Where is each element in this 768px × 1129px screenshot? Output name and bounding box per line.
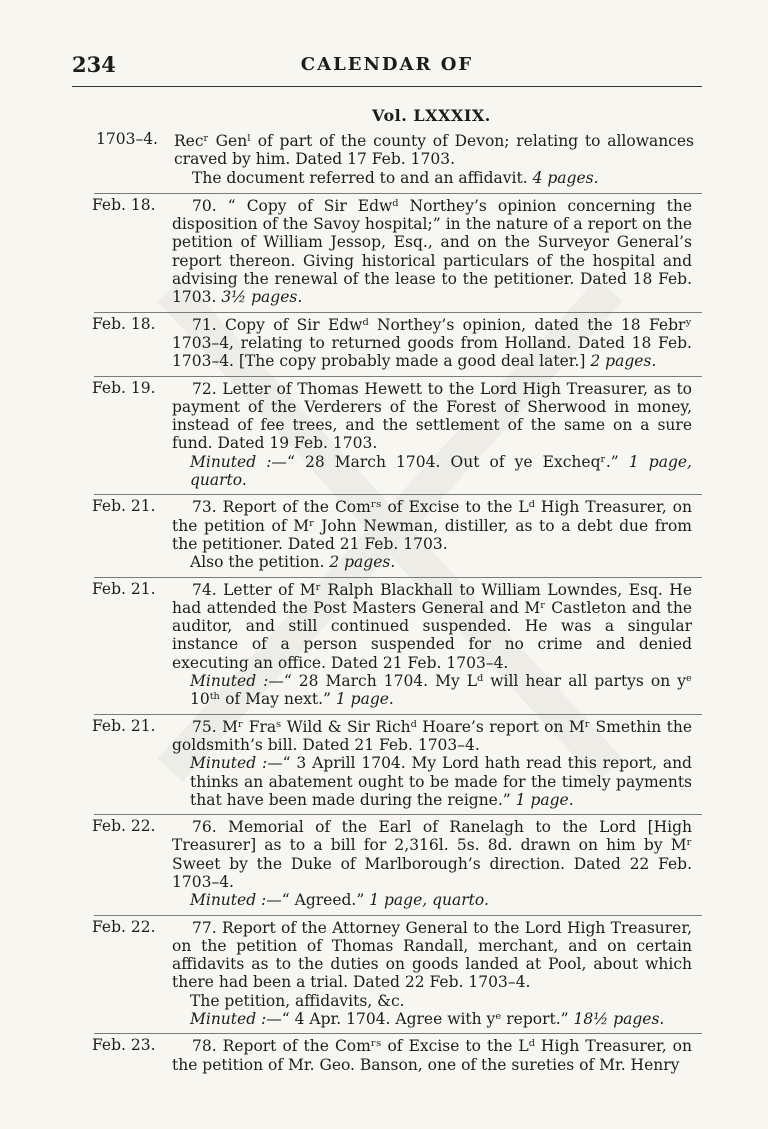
entry-body bbox=[172, 916, 692, 1029]
entry-text: 74. Letter of Mʳ Ralph Blackhall to William Lowndes, Esq. He had attended the Post Masters General and Mʳ Castleton and the auditor, and still continued suspended. He was a singular instance of a person suspended for no crime and denied executing an office. Dated 21 Feb. 1703–4. bbox=[172, 580, 692, 672]
entry-pages: 3½ pages. bbox=[221, 288, 303, 307]
entry-minute: Minuted :—“ Agreed.” 1 page, quarto. bbox=[190, 891, 489, 910]
entry-date: Feb. 18. bbox=[92, 195, 156, 214]
entry-enclosure: The petition, affidavits, &c. bbox=[190, 991, 405, 1010]
calendar-entry bbox=[94, 312, 702, 371]
entry-pages: 2 pages. bbox=[329, 553, 396, 572]
entry-body bbox=[172, 1034, 692, 1074]
entry-pages: 2 pages. bbox=[590, 352, 657, 371]
calendar-entry bbox=[94, 376, 702, 490]
entry-body bbox=[174, 132, 694, 187]
header-rule bbox=[72, 86, 702, 87]
entry-date: Feb. 18. bbox=[92, 314, 156, 333]
entry-text: 78. Report of the Comʳˢ of Excise to the Lᵈ High Treasurer, on the petition of Mr. Geo. Banson, one of the sureties of Mr. Henry bbox=[172, 1037, 692, 1074]
entry-pages: 1 page. bbox=[515, 790, 574, 809]
entry-date: Feb. 23. bbox=[92, 1036, 156, 1055]
entry-body bbox=[172, 194, 692, 307]
entry-enclosure: Also the petition. 2 pages. bbox=[190, 553, 396, 572]
entry-pages: 1 page, quarto. bbox=[369, 891, 489, 910]
entry-minute: Minuted :—“ 28 March 1704. My Lᵈ will hear all partys on yᵉ 10ᵗʰ of May next.” 1 page. bbox=[190, 672, 692, 709]
entry-body bbox=[172, 578, 692, 709]
entry-text: 70. “ Copy of Sir Edwᵈ Northey’s opinion concerning the disposition of the Savoy hospital;” in the nature of a report on the petition of William Jessop, Esq., and on the Surveyor General’s report thereon. Giving historical particulars of the hospital and advising the renewal of the lease to the petitioner. Dated 18 Feb. 1703. 3½ pages. bbox=[172, 196, 692, 307]
entry-enclosure: The document referred to and an affidavit. 4 pages. bbox=[192, 168, 599, 187]
entry-body bbox=[172, 313, 692, 371]
entry-pages: 1 page, quarto. bbox=[190, 452, 692, 490]
entry-date: Feb. 21. bbox=[92, 497, 156, 516]
entry-date: Feb. 22. bbox=[92, 817, 156, 836]
calendar-entry bbox=[0, 132, 768, 187]
entry-date: 1703–4. bbox=[96, 130, 158, 148]
page-number: 234 bbox=[72, 52, 116, 77]
calendar-entries bbox=[0, 132, 768, 1079]
entry-body bbox=[172, 815, 692, 909]
calendar-entry bbox=[94, 193, 702, 307]
entry-body bbox=[172, 495, 692, 571]
entry-minute: Minuted :—“ 4 Apr. 1704. Agree with yᵉ report.” 18½ pages. bbox=[190, 1010, 665, 1029]
entry-date: Feb. 21. bbox=[92, 579, 156, 598]
entry-text: 73. Report of the Comʳˢ of Excise to the Lᵈ High Treasurer, on the petition of Mʳ John Newman, distiller, as to a debt due from the petitioner. Dated 21 Feb. 1703. bbox=[172, 498, 692, 553]
calendar-entry bbox=[94, 577, 702, 709]
entry-pages: 18½ pages. bbox=[573, 1010, 665, 1029]
entry-minute: Minuted :—“ 28 March 1704. Out of ye Excheqʳ.” 1 page, quarto. bbox=[190, 452, 692, 490]
entry-body bbox=[172, 715, 692, 809]
page-header bbox=[72, 52, 702, 82]
entry-text: 71. Copy of Sir Edwᵈ Northey’s opinion, dated the 18 Febrʸ 1703–4, relating to returned goods from Holland. Dated 18 Feb. 1703–4. [The copy probably made a good deal later.] 2 pages. bbox=[172, 315, 692, 371]
entry-date: Feb. 19. bbox=[92, 378, 156, 397]
entry-pages: 4 pages. bbox=[532, 168, 599, 187]
entry-text: 76. Memorial of the Earl of Ranelagh to the Lord [High Treasurer] as to a bill for 2,316l. 5s. 8d. drawn on him by Mʳ Sweet by the Duke of Marlborough’s direction. Dated 22 Feb. 1703–4. bbox=[172, 818, 692, 891]
calendar-entry bbox=[94, 814, 702, 909]
running-head: CALENDAR OF bbox=[300, 54, 474, 75]
entry-text: 75. Mʳ Fraˢ Wild & Sir Richᵈ Hoare’s report on Mʳ Smethin the goldsmith’s bill. Dated 21 Feb. 1703–4. bbox=[172, 717, 692, 754]
entry-text: 77. Report of the Attorney General to the Lord High Treasurer, on the petition of Thomas Randall, merchant, and on certain affidavits as to the duties on goods landed at Pool, about which there had been a trial. Dated 22 Feb. 1703–4. bbox=[172, 918, 692, 992]
calendar-entry bbox=[94, 714, 702, 809]
volume-heading: Vol. LXXXIX. bbox=[372, 106, 491, 125]
entry-date: Feb. 21. bbox=[92, 716, 156, 735]
entry-minute: Minuted :—“ 3 Aprill 1704. My Lord hath read this report, and thinks an abatement ought to be made for the timely payments that have been made during the reigne.” 1 page. bbox=[190, 754, 692, 809]
calendar-entry bbox=[94, 1033, 702, 1074]
entry-text: 72. Letter of Thomas Hewett to the Lord High Treasurer, as to payment of the Verderers of the Forest of Sherwood in money, instead of fee trees, and the settlement of the same on a sure fund. Dated 19 Feb. 1703. bbox=[172, 379, 692, 453]
entry-text: Recʳ Genˡ of part of the county of Devon; relating to allowances craved by him. Dated 17 Feb. 1703. bbox=[174, 132, 694, 169]
entry-pages: 1 page. bbox=[335, 690, 394, 709]
calendar-entry bbox=[94, 915, 702, 1029]
calendar-entry bbox=[94, 494, 702, 571]
entry-date: Feb. 22. bbox=[92, 917, 156, 936]
entry-body bbox=[172, 377, 692, 490]
